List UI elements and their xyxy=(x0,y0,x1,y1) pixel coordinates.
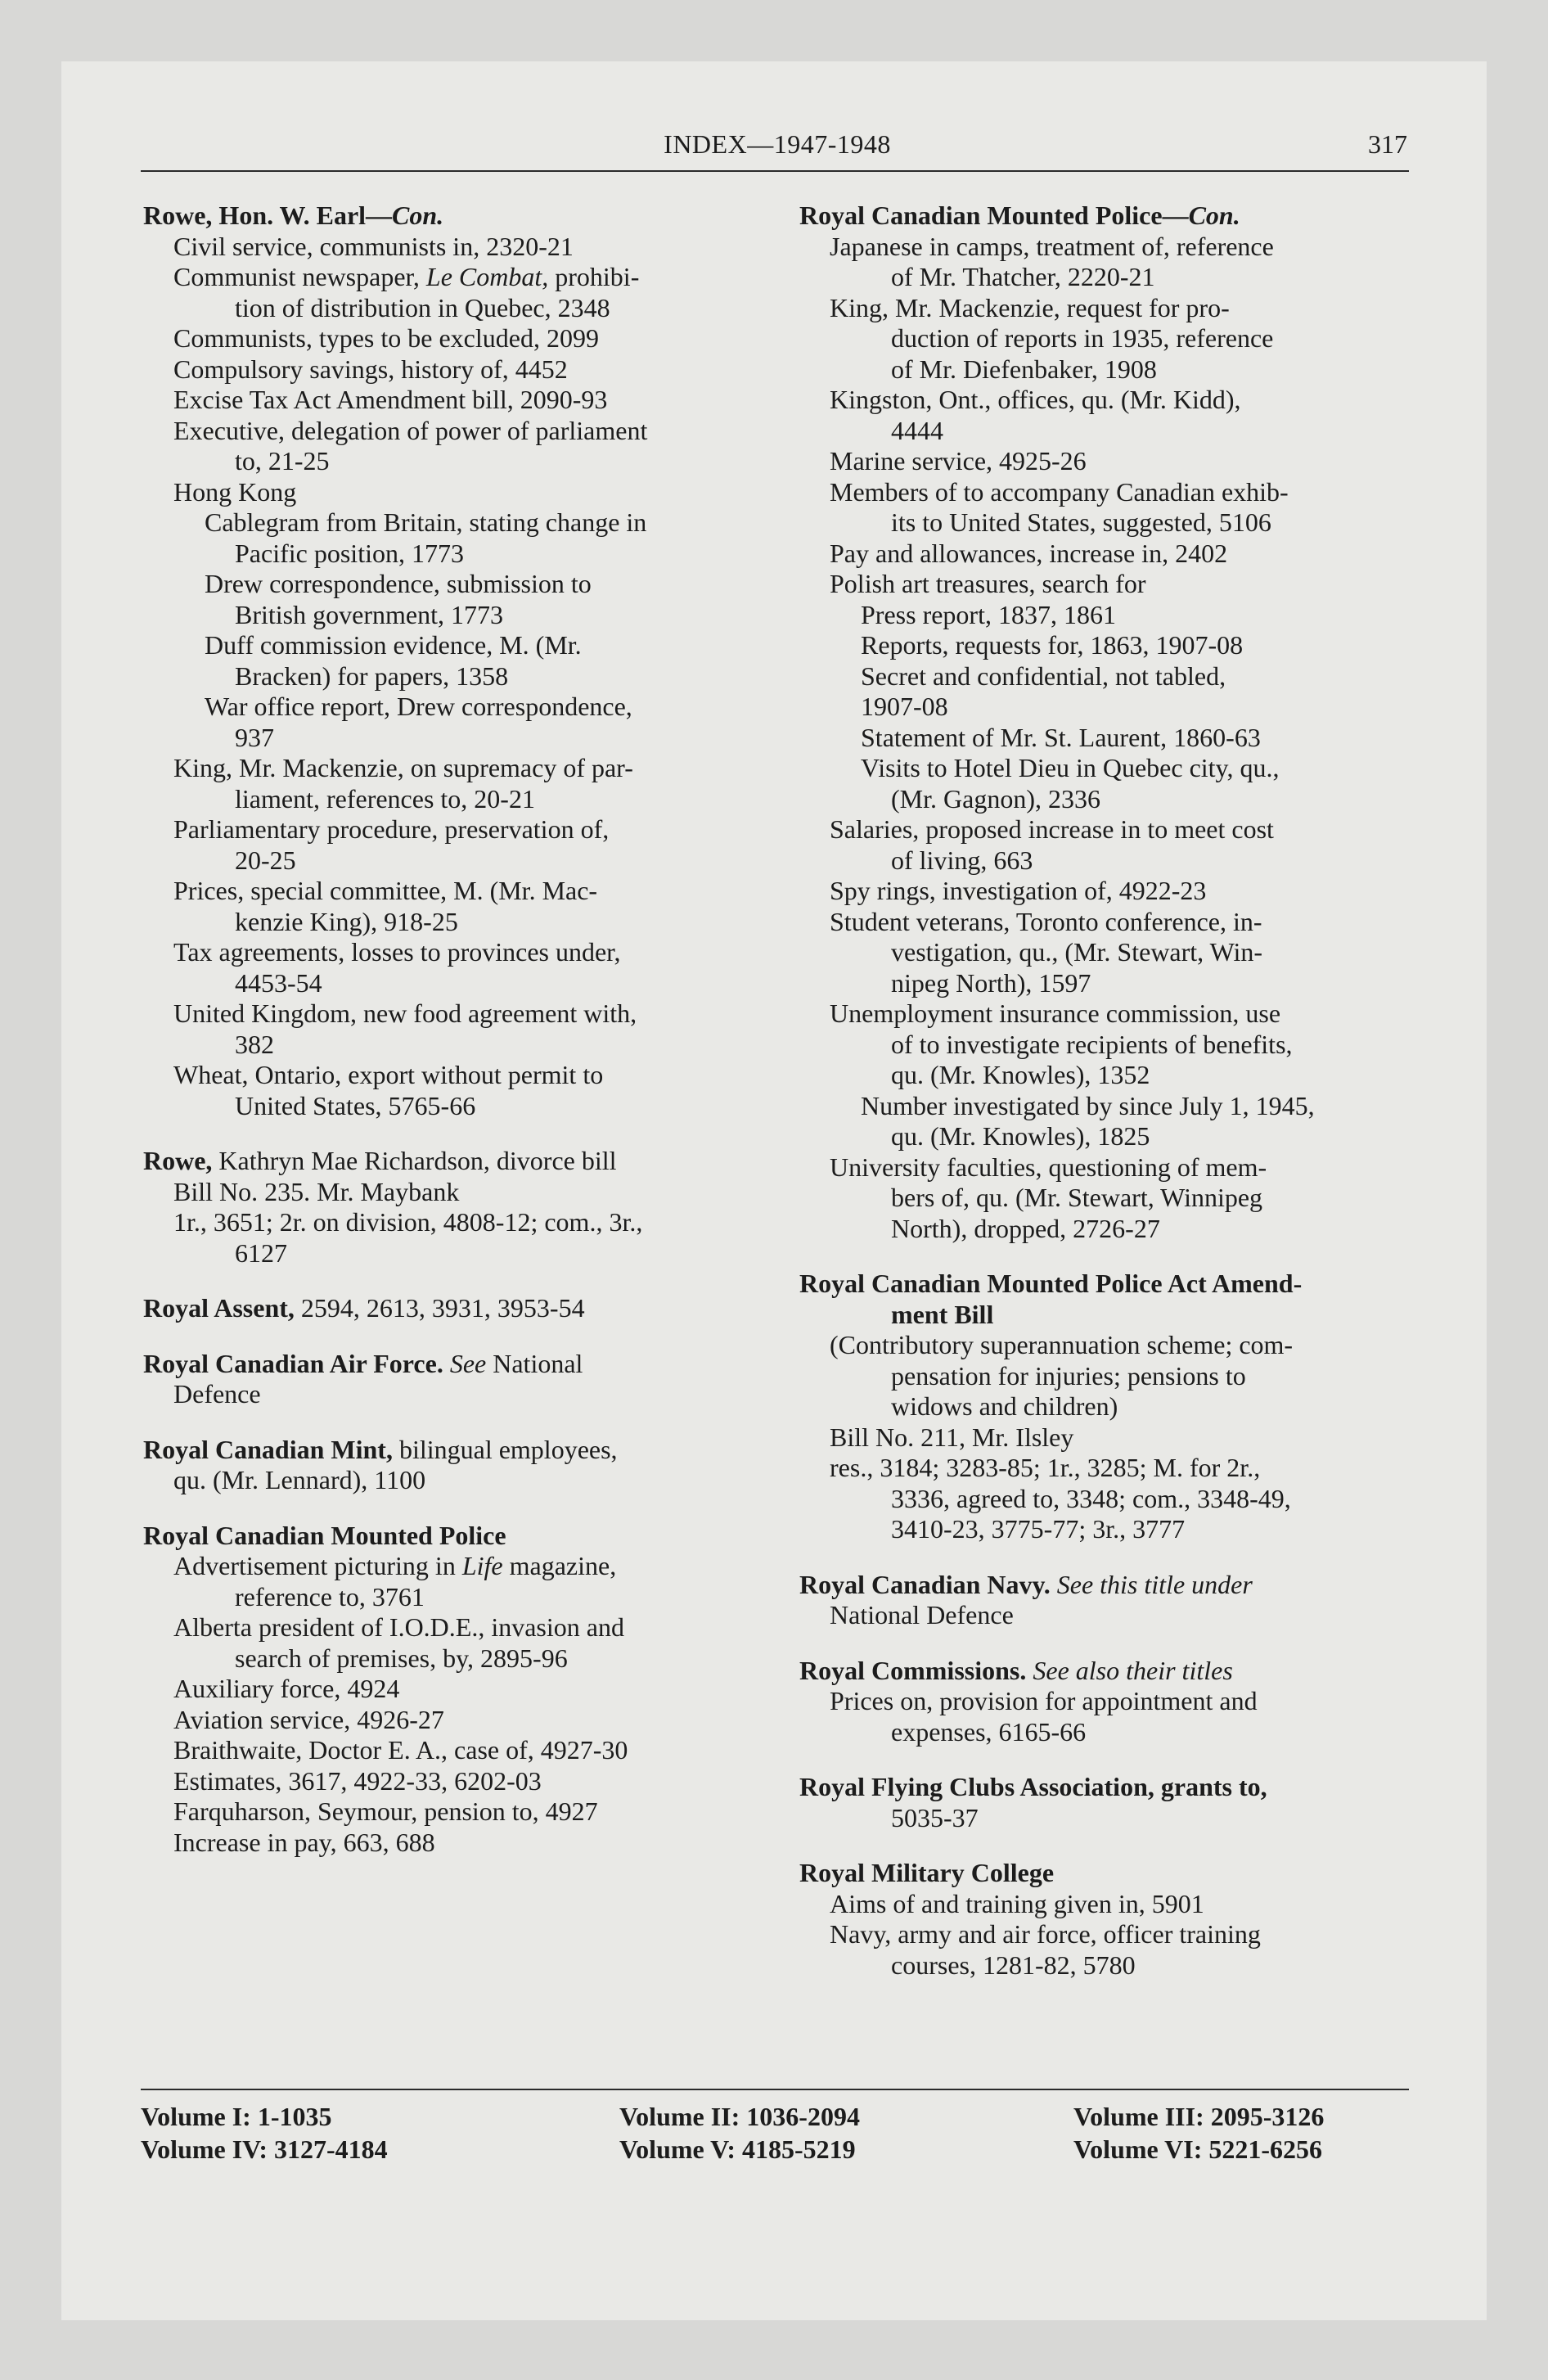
entry-heading: Rowe, Hon. W. Earl—Con. xyxy=(143,201,444,230)
index-line: Advertisement picturing in Life magazine, xyxy=(173,1551,617,1580)
index-line: reference to, 3761 xyxy=(235,1581,425,1611)
index-line: Bill No. 211, Mr. Ilsley xyxy=(830,1422,1074,1452)
index-line: Alberta president of I.O.D.E., invasion and xyxy=(173,1612,624,1642)
index-line: Bracken) for papers, 1358 xyxy=(235,660,509,691)
entry-heading: Royal Canadian Mounted Police—Con. xyxy=(799,201,1240,230)
index-line: Members of to accompany Canadian exhib- xyxy=(830,476,1289,507)
index-line: (Contributory superannuation scheme; com- xyxy=(830,1330,1294,1359)
index-line: Salaries, proposed increase in to meet cost xyxy=(830,814,1274,844)
entry-heading: Royal Commissions. See also their titles xyxy=(799,1655,1233,1685)
index-line: vestigation, qu., (Mr. Stewart, Win- xyxy=(891,937,1263,967)
index-line: kenzie King), 918-25 xyxy=(235,906,458,936)
index-line: Executive, delegation of power of parliament xyxy=(173,415,648,445)
index-line: Statement of Mr. St. Laurent, 1860-63 xyxy=(861,722,1261,752)
index-line: 6127 xyxy=(235,1237,287,1268)
index-line: Pay and allowances, increase in, 2402 xyxy=(830,538,1228,568)
index-line: pensation for injuries; pensions to xyxy=(891,1360,1246,1391)
index-line: 937 xyxy=(235,722,274,752)
index-line: 1r., 3651; 2r. on division, 4808-12; com., 3r., xyxy=(173,1207,643,1237)
index-line: Secret and confidential, not tabled, xyxy=(861,660,1226,691)
index-line: Japanese in camps, treatment of, reference xyxy=(830,231,1274,261)
right-column xyxy=(799,201,1421,1981)
index-line: Kingston, Ont., offices, qu. (Mr. Kidd), xyxy=(830,385,1241,414)
index-line: of to investigate recipients of benefits, xyxy=(891,1029,1293,1059)
index-line: University faculties, questioning of mem- xyxy=(830,1152,1267,1182)
index-line: Defence xyxy=(173,1379,261,1409)
index-line: Duff commission evidence, M. (Mr. xyxy=(205,630,582,660)
index-line: National Defence xyxy=(830,1600,1014,1629)
index-line: qu. (Mr. Lennard), 1100 xyxy=(173,1465,426,1494)
index-line: nipeg North), 1597 xyxy=(891,967,1091,998)
index-line: Navy, army and air force, officer training xyxy=(830,1919,1261,1949)
index-line: Polish art treasures, search for xyxy=(830,569,1146,598)
index-line: Visits to Hotel Dieu in Quebec city, qu., xyxy=(861,753,1280,782)
index-line: Pacific position, 1773 xyxy=(235,538,464,568)
index-line: Estimates, 3617, 4922-33, 6202-03 xyxy=(173,1765,542,1796)
index-line: liament, references to, 20-21 xyxy=(235,783,535,814)
index-line: King, Mr. Mackenzie, request for pro- xyxy=(830,292,1230,322)
entry-heading: Royal Canadian Mint, bilingual employees, xyxy=(143,1434,618,1464)
index-line: Communists, types to be excluded, 2099 xyxy=(173,323,599,353)
volume-range: Volume III: 2095-3126 xyxy=(1073,2102,1325,2131)
index-line: Prices on, provision for appointment and xyxy=(830,1686,1258,1715)
index-line: Aviation service, 4926-27 xyxy=(173,1704,444,1734)
index-line: 3410-23, 3775-77; 3r., 3777 xyxy=(891,1514,1186,1544)
index-line: of living, 663 xyxy=(891,845,1033,875)
index-line: North), dropped, 2726-27 xyxy=(891,1213,1160,1243)
index-line: United States, 5765-66 xyxy=(235,1090,476,1120)
index-line: to, 21-25 xyxy=(235,446,330,476)
index-line: Marine service, 4925-26 xyxy=(830,446,1087,476)
entry-heading: Royal Assent, 2594, 2613, 3931, 3953-54 xyxy=(143,1293,585,1323)
index-line: War office report, Drew correspondence, xyxy=(205,692,632,721)
index-line: 382 xyxy=(235,1029,274,1059)
index-line: Unemployment insurance commission, use xyxy=(830,998,1281,1028)
index-line: res., 3184; 3283-85; 1r., 3285; M. for 2r., xyxy=(830,1453,1261,1482)
entry-heading: Royal Canadian Air Force. See National xyxy=(143,1348,583,1378)
index-line: Increase in pay, 663, 688 xyxy=(173,1827,435,1857)
index-line: widows and children) xyxy=(891,1391,1118,1421)
page-header xyxy=(147,129,1407,170)
index-line: Press report, 1837, 1861 xyxy=(861,599,1116,629)
index-line: of Mr. Thatcher, 2220-21 xyxy=(891,262,1155,291)
entry-heading: Royal Canadian Mounted Police xyxy=(143,1520,506,1550)
index-line: 3336, agreed to, 3348; com., 3348-49, xyxy=(891,1483,1291,1513)
index-line: Farquharson, Seymour, pension to, 4927 xyxy=(173,1796,598,1826)
index-line: Student veterans, Toronto conference, in- xyxy=(830,906,1262,936)
index-line: Braithwaite, Doctor E. A., case of, 4927-30 xyxy=(173,1735,628,1765)
index-line: Wheat, Ontario, export without permit to xyxy=(173,1060,604,1089)
index-line: qu. (Mr. Knowles), 1825 xyxy=(891,1121,1150,1151)
index-line: Spy rings, investigation of, 4922-23 xyxy=(830,876,1207,905)
entry-heading: ment Bill xyxy=(891,1299,994,1329)
index-line: Auxiliary force, 4924 xyxy=(173,1674,400,1703)
index-line: British government, 1773 xyxy=(235,599,503,629)
volume-range: Volume V: 4185-5219 xyxy=(619,2134,856,2164)
volume-range: Volume II: 1036-2094 xyxy=(619,2102,860,2131)
volume-range: Volume IV: 3127-4184 xyxy=(141,2134,388,2164)
index-line: Hong Kong xyxy=(173,476,297,507)
index-line: Aims of and training given in, 5901 xyxy=(830,1888,1204,1918)
index-line: 5035-37 xyxy=(891,1802,979,1832)
footer-rule xyxy=(141,2089,1409,2090)
index-line: Excise Tax Act Amendment bill, 2090-93 xyxy=(173,385,608,414)
index-line: Number investigated by since July 1, 1945, xyxy=(861,1090,1315,1120)
index-line: Civil service, communists in, 2320-21 xyxy=(173,231,574,261)
volume-range: Volume I: 1-1035 xyxy=(141,2102,332,2131)
page-number: 317 xyxy=(1368,129,1407,159)
index-line: 4453-54 xyxy=(235,967,322,998)
index-line: Tax agreements, losses to provinces under, xyxy=(173,937,621,967)
entry-heading: Royal Military College xyxy=(799,1858,1055,1887)
index-line: Compulsory savings, history of, 4452 xyxy=(173,354,568,384)
index-line: United Kingdom, new food agreement with, xyxy=(173,998,637,1028)
entry-heading: Royal Flying Clubs Association, grants to, xyxy=(799,1772,1267,1801)
index-line: bers of, qu. (Mr. Stewart, Winnipeg xyxy=(891,1183,1263,1212)
index-line: Cablegram from Britain, stating change in xyxy=(205,507,647,537)
index-line: Parliamentary procedure, preservation of, xyxy=(173,814,610,844)
index-line: Reports, requests for, 1863, 1907-08 xyxy=(861,630,1244,660)
index-line: duction of reports in 1935, reference xyxy=(891,323,1274,353)
index-line: (Mr. Gagnon), 2336 xyxy=(891,783,1100,814)
entry-heading: Royal Canadian Navy. See this title under xyxy=(799,1569,1253,1599)
entry-heading: Rowe, Kathryn Mae Richardson, divorce bill xyxy=(143,1146,617,1175)
index-line: tion of distribution in Quebec, 2348 xyxy=(235,292,610,322)
index-line: Drew correspondence, submission to xyxy=(205,569,592,598)
index-line: its to United States, suggested, 5106 xyxy=(891,507,1271,537)
index-line: of Mr. Diefenbaker, 1908 xyxy=(891,354,1157,384)
index-line: Prices, special committee, M. (Mr. Mac- xyxy=(173,876,598,905)
entry-heading: Royal Canadian Mounted Police Act Amend- xyxy=(799,1269,1303,1298)
index-line: Bill No. 235. Mr. Maybank xyxy=(173,1176,460,1206)
index-line: search of premises, by, 2895-96 xyxy=(235,1643,568,1673)
running-title: INDEX—1947-1948 xyxy=(664,129,891,159)
left-column xyxy=(143,201,765,1858)
index-line: expenses, 6165-66 xyxy=(891,1716,1087,1747)
index-line: 20-25 xyxy=(235,845,296,875)
index-line: Communist newspaper, Le Combat, prohibi- xyxy=(173,262,640,291)
index-line: King, Mr. Mackenzie, on supremacy of par- xyxy=(173,753,633,782)
index-line: 1907-08 xyxy=(861,692,948,721)
volume-range: Volume VI: 5221-6256 xyxy=(1073,2134,1323,2164)
index-line: qu. (Mr. Knowles), 1352 xyxy=(891,1060,1150,1089)
header-rule xyxy=(141,170,1409,172)
index-line: 4444 xyxy=(891,415,943,445)
index-line: courses, 1281-82, 5780 xyxy=(891,1950,1136,1980)
